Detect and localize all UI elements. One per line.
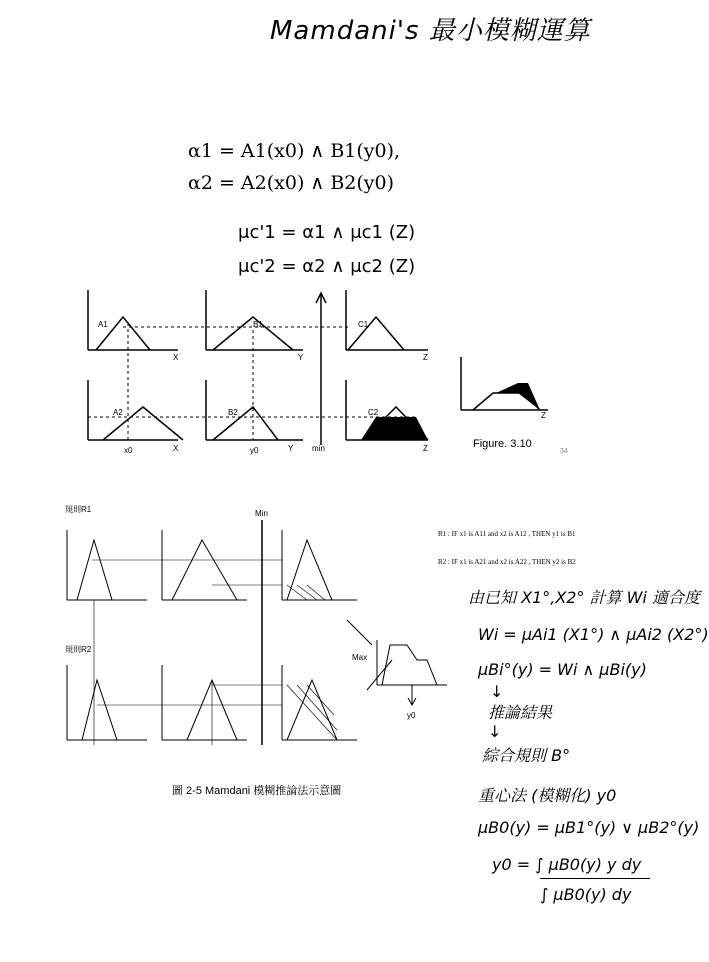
label-y0: y0 (250, 446, 259, 455)
axis-y-1: Y (298, 353, 304, 362)
mu-c1-equation: μc'1 = α1 ∧ μc1 (Z) (238, 222, 416, 243)
page-number: 34 (560, 448, 568, 455)
label-a2: A2 (113, 408, 123, 417)
axis-x-1: X (173, 353, 179, 362)
mamdani-min-figure (78, 285, 578, 460)
mu-c2-equation: μc'2 = α2 ∧ μc2 (Z) (238, 256, 416, 277)
axis-z-result: Z (541, 411, 546, 420)
note-line-3: μBi°(y) = Wi ∧ μBi(y) (478, 660, 647, 679)
rule1-label: 規則R1 (65, 505, 92, 514)
alpha2-equation: α2 = A2(x0) ∧ B2(y0) (188, 172, 395, 194)
max-label: Max (352, 653, 368, 662)
note-arrow-1: ↓ (490, 682, 504, 701)
axis-z-1: Z (423, 353, 428, 362)
axis-z-2: Z (423, 444, 428, 453)
min-label: Min (255, 509, 268, 518)
label-min: min (312, 444, 325, 453)
fraction-bar (540, 878, 650, 879)
note-line-8: y0 = ∫ μB0(y) y dy (492, 855, 642, 874)
label-b2: B2 (228, 408, 238, 417)
result-y0-label: y0 (407, 711, 416, 720)
alpha1-equation: α1 = A1(x0) ∧ B1(y0), (188, 140, 401, 162)
label-b1: B1 (253, 320, 263, 329)
note-line-2: Wi = μAi1 (X1°) ∧ μAi2 (X2°) (478, 625, 709, 644)
note-line-1: 由已知 X1°,X2° 計算 Wi 適合度 (468, 588, 700, 607)
rule2-label: 規則R2 (65, 645, 92, 654)
axis-y-2: Y (288, 444, 294, 453)
rule-1-text: R1 : IF x1 is A11 and x2 is A12 , THEN y1 is B1 (438, 530, 576, 538)
label-a1: A1 (98, 320, 108, 329)
axis-x-2: X (173, 444, 179, 453)
bottom-figure-caption: 圖 2-5 Mamdani 模糊推論法示意圖 (172, 785, 342, 797)
note-arrow-2: ↓ (488, 722, 502, 741)
label-x0: x0 (124, 446, 133, 455)
figure-caption: Figure. 3.10 (473, 438, 532, 450)
page-title: Mamdani's 最小模糊運算 (270, 16, 591, 46)
label-c2: C2 (368, 408, 379, 417)
note-line-4: 推論結果 (488, 703, 553, 722)
label-c1: C1 (358, 320, 369, 329)
note-line-9: ∫ μB0(y) dy (540, 885, 632, 904)
note-line-6: 重心法 (模糊化) y0 (478, 786, 617, 805)
rule-2-text: R2 : IF x1 is A21 and x2 is A22 , THEN y2 is B2 (438, 558, 576, 566)
note-line-7: μB0(y) = μB1°(y) ∨ μB2°(y) (478, 818, 700, 837)
note-line-5: 綜合規則 B° (482, 746, 571, 765)
mamdani-inference-figure (62, 500, 477, 800)
